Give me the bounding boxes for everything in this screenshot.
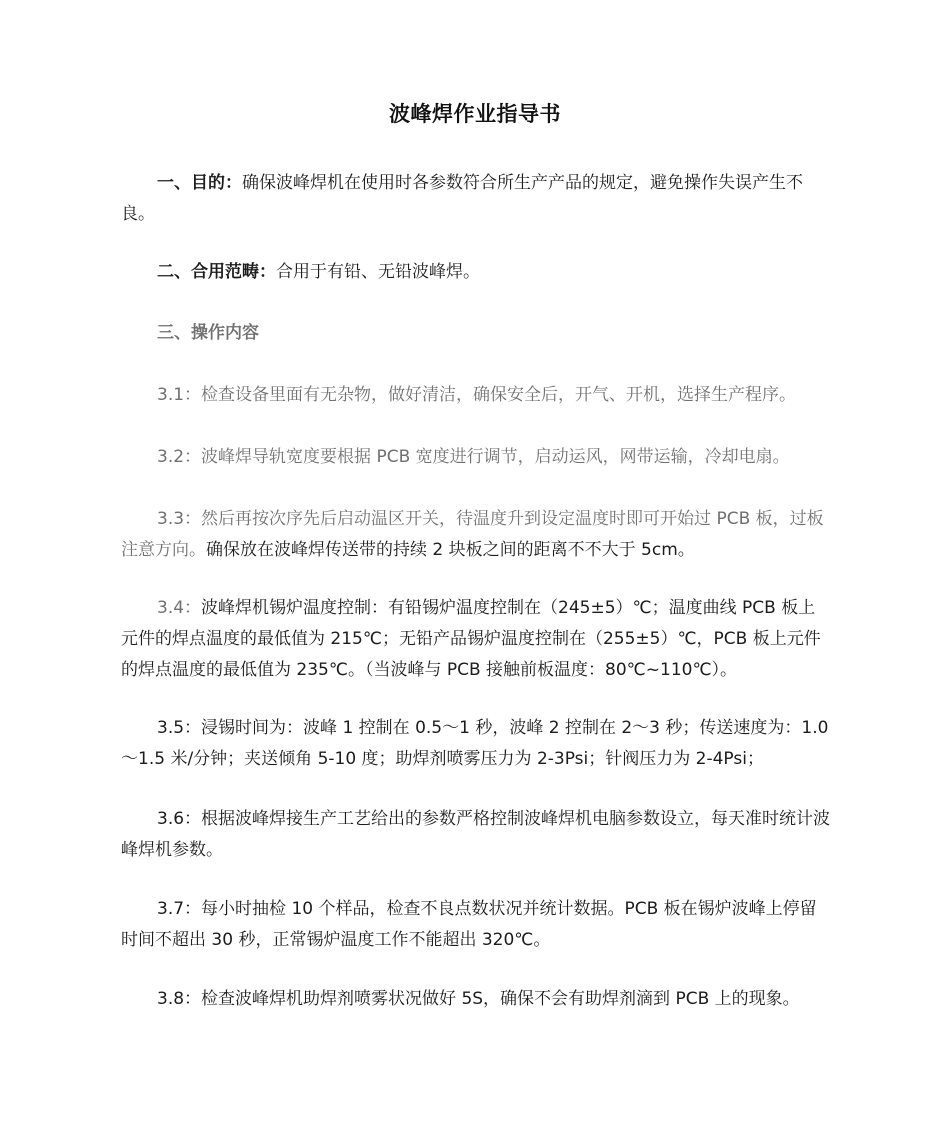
step-3-5-number: 3.5： xyxy=(157,718,202,738)
step-3-6-text: 根据波峰焊接生产工艺给出的参数严格控制波峰焊机电脑参数设立，每天准时统计波峰焊机参数。 xyxy=(121,809,831,860)
step-3-2-text: 波峰焊导轨宽度要根据 PCB 宽度进行调节，启动运风，网带运输，冷却电扇。 xyxy=(201,447,790,467)
purpose-paragraph xyxy=(121,168,831,230)
section-3-heading: 三、操作内容 xyxy=(157,323,259,343)
step-3-6-number: 3.6： xyxy=(157,809,202,829)
step-3-6 xyxy=(121,804,831,866)
step-3-4-text: 波峰焊机锡炉温度控制：有铅锡炉温度控制在（245±5）℃；温度曲线 PCB 板上元件的焊点温度的最低值为 215℃；无铅产品锡炉温度控制在（255±5）℃，PCB 板上元件的焊点温度的最低值为 235℃。（当波峰与 PCB 接触前板温度：80℃~110℃）。 xyxy=(121,598,821,680)
scope-label: 二、合用范畴： xyxy=(157,262,276,282)
step-3-2 xyxy=(121,442,831,473)
purpose-text: 确保波峰焊机在使用时各参数符合所生产产品的规定，避免操作失误产生不良。 xyxy=(121,173,803,224)
scope-text: 合用于有铅、无铅波峰焊。 xyxy=(276,262,480,282)
step-3-3 xyxy=(121,504,831,566)
step-3-4 xyxy=(121,593,831,686)
step-3-3-text-dark: 确保放在波峰焊传送带的持续 2 块板之间的距离不不大于 5cm。 xyxy=(206,540,695,560)
step-3-2-number: 3.2： xyxy=(157,447,202,467)
step-3-4-number: 3.4： xyxy=(157,598,202,618)
scope-paragraph xyxy=(121,257,831,288)
step-3-7-number: 3.7： xyxy=(157,899,202,919)
step-3-1-text: 检查设备里面有无杂物，做好清洁，确保安全后，开气、开机，选择生产程序。 xyxy=(201,385,797,405)
step-3-1-number: 3.1： xyxy=(157,385,202,405)
step-3-3-text-gray: 然后再按次序先后启动温区开关，待温度升到设定温度时即可开始过 PCB 板，过板注意方向。 xyxy=(121,509,824,560)
purpose-label: 一、目的： xyxy=(157,173,242,193)
step-3-3-number: 3.3： xyxy=(157,509,202,529)
step-3-5 xyxy=(121,713,831,775)
step-3-7-text: 每小时抽检 10 个样品，检查不良点数状况并统计数据。PCB 板在锡炉波峰上停留时间不超出 30 秒，正常锡炉温度工作不能超出 320℃。 xyxy=(121,899,817,950)
step-3-5-text: 浸锡时间为：波峰 1 控制在 0.5～1 秒，波峰 2 控制在 2～3 秒；传送速度为：1.0～1.5 米/分钟；夹送倾角 5-10 度；助焊剂喷雾压力为 2-3Psi；针阀压力为 2-4Psi； xyxy=(121,718,829,769)
step-3-8-text: 检查波峰焊机助焊剂喷雾状况做好 5S，确保不会有助焊剂滴到 PCB 上的现象。 xyxy=(201,989,800,1009)
page-title: 波峰焊作业指导书 xyxy=(389,102,561,126)
step-3-8 xyxy=(121,984,831,1015)
step-3-1 xyxy=(121,380,831,411)
step-3-8-number: 3.8： xyxy=(157,989,202,1009)
step-3-7 xyxy=(121,894,831,956)
